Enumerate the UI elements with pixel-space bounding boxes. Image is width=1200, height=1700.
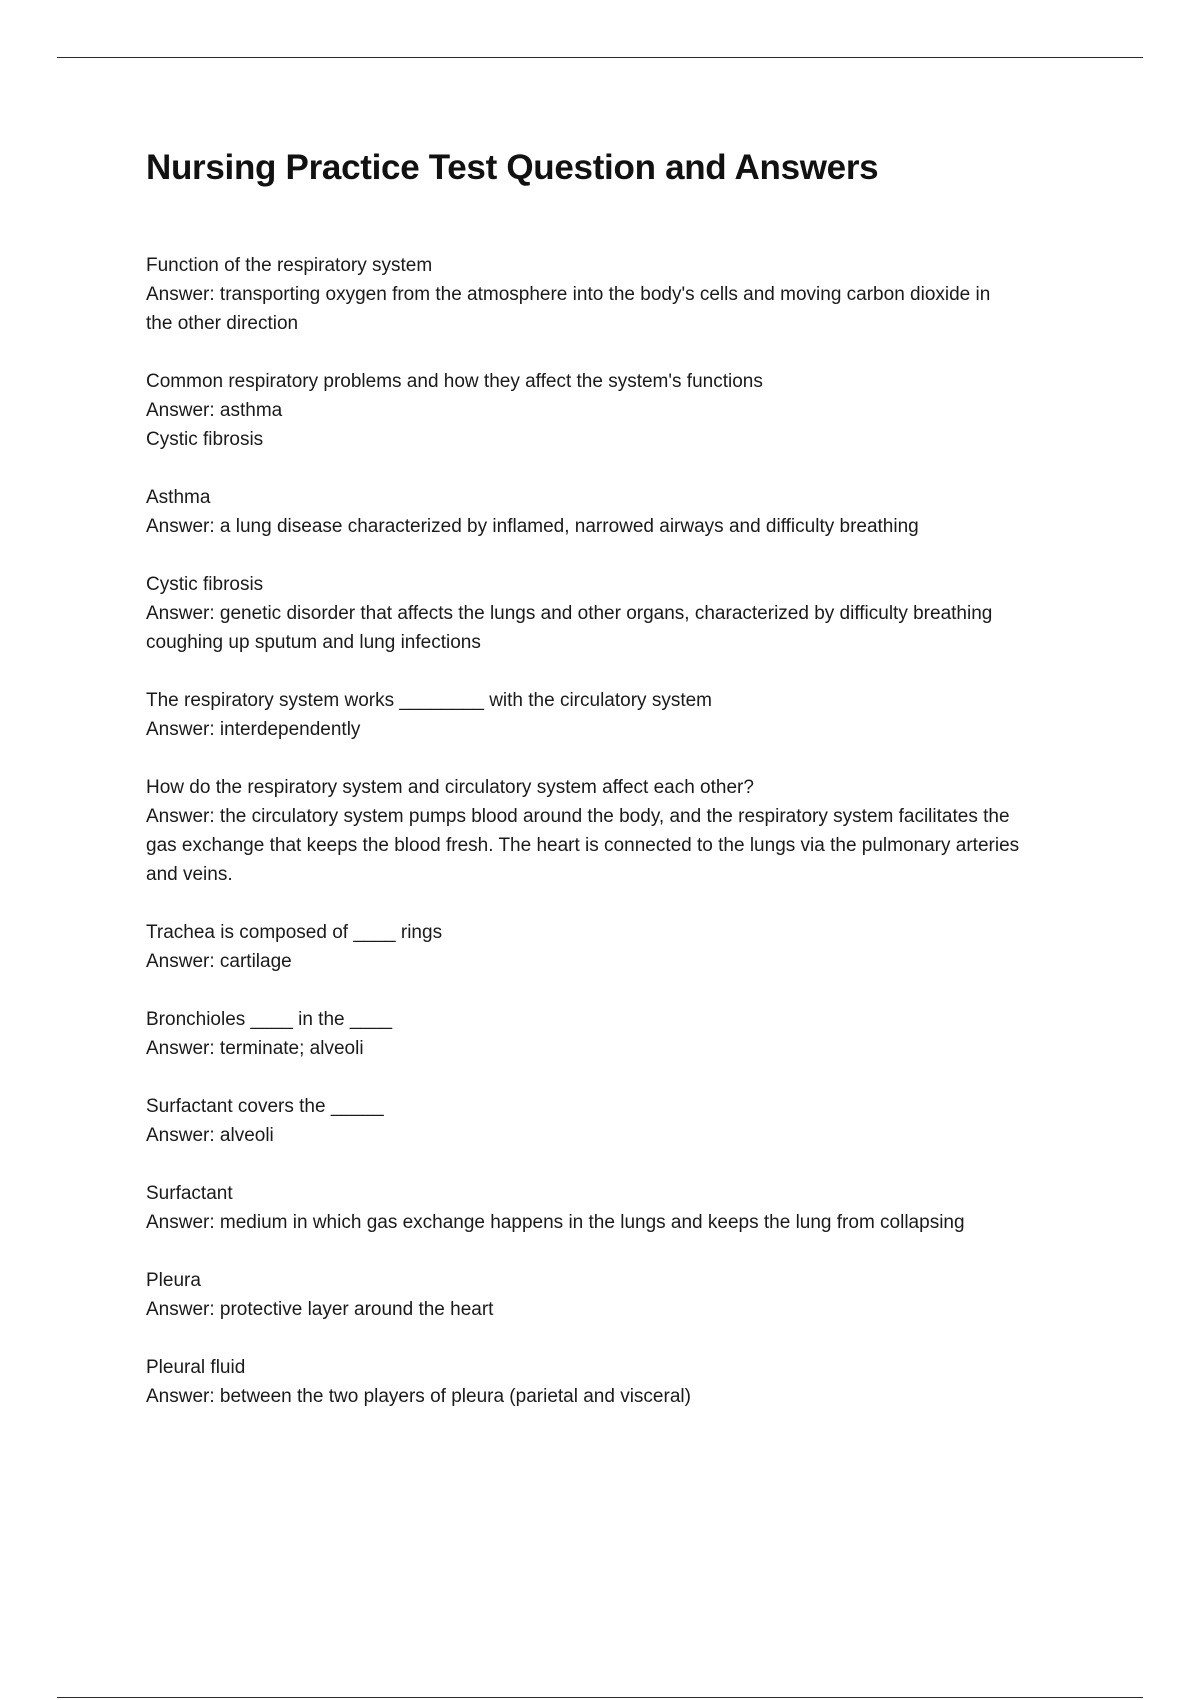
qa-item xyxy=(146,483,1096,541)
document-title: Nursing Practice Test Question and Answers xyxy=(146,148,879,187)
answer-text: the other direction xyxy=(146,313,299,334)
question-text: Pleura xyxy=(146,1270,201,1291)
qa-item xyxy=(146,686,1096,744)
answer-text: Answer: asthma xyxy=(146,400,283,421)
qa-item xyxy=(146,1266,1096,1324)
answer-text: Answer: transporting oxygen from the atmosphere into the body's cells and moving carbon dioxide in xyxy=(146,284,991,305)
qa-item xyxy=(146,1092,1096,1150)
question-text: Trachea is composed of ____ rings xyxy=(146,922,443,943)
answer-text: Answer: between the two players of pleura (parietal and visceral) xyxy=(146,1386,691,1407)
qa-item xyxy=(146,251,1096,338)
qa-item xyxy=(146,367,1096,454)
answer-text: Answer: a lung disease characterized by inflamed, narrowed airways and difficulty breathing xyxy=(146,516,919,537)
answer-text: Answer: alveoli xyxy=(146,1125,274,1146)
answer-text: and veins. xyxy=(146,864,233,885)
answer-text: Answer: cartilage xyxy=(146,951,292,972)
qa-item xyxy=(146,1353,1096,1411)
question-text: Surfactant covers the _____ xyxy=(146,1096,384,1117)
question-text: Bronchioles ____ in the ____ xyxy=(146,1009,393,1030)
question-text: Asthma xyxy=(146,487,211,508)
answer-text: Answer: terminate; alveoli xyxy=(146,1038,364,1059)
question-text: Pleural fluid xyxy=(146,1357,246,1378)
answer-text: Answer: interdependently xyxy=(146,719,361,740)
answer-text: Answer: medium in which gas exchange happens in the lungs and keeps the lung from collapsing xyxy=(146,1212,965,1233)
top-rule xyxy=(57,57,1143,58)
question-text: The respiratory system works ________ with the circulatory system xyxy=(146,690,712,711)
question-text: Cystic fibrosis xyxy=(146,574,264,595)
qa-item xyxy=(146,773,1096,889)
qa-item xyxy=(146,918,1096,976)
qa-item xyxy=(146,570,1096,657)
answer-text: coughing up sputum and lung infections xyxy=(146,632,481,653)
answer-text: gas exchange that keeps the blood fresh. The heart is connected to the lungs via the pulmonary arteries xyxy=(146,835,1020,856)
answer-text: Answer: protective layer around the heart xyxy=(146,1299,494,1320)
question-text: How do the respiratory system and circulatory system affect each other? xyxy=(146,777,754,798)
answer-text: Answer: the circulatory system pumps blood around the body, and the respiratory system facilitates the xyxy=(146,806,1010,827)
qa-item xyxy=(146,1179,1096,1237)
question-text: Function of the respiratory system xyxy=(146,255,433,276)
bottom-rule xyxy=(57,1697,1143,1698)
answer-text: Cystic fibrosis xyxy=(146,429,264,450)
answer-text: Answer: genetic disorder that affects the lungs and other organs, characterized by difficulty breathing xyxy=(146,603,993,624)
qa-item xyxy=(146,1005,1096,1063)
qa-list xyxy=(146,251,1096,1440)
question-text: Common respiratory problems and how they affect the system's functions xyxy=(146,371,763,392)
question-text: Surfactant xyxy=(146,1183,233,1204)
